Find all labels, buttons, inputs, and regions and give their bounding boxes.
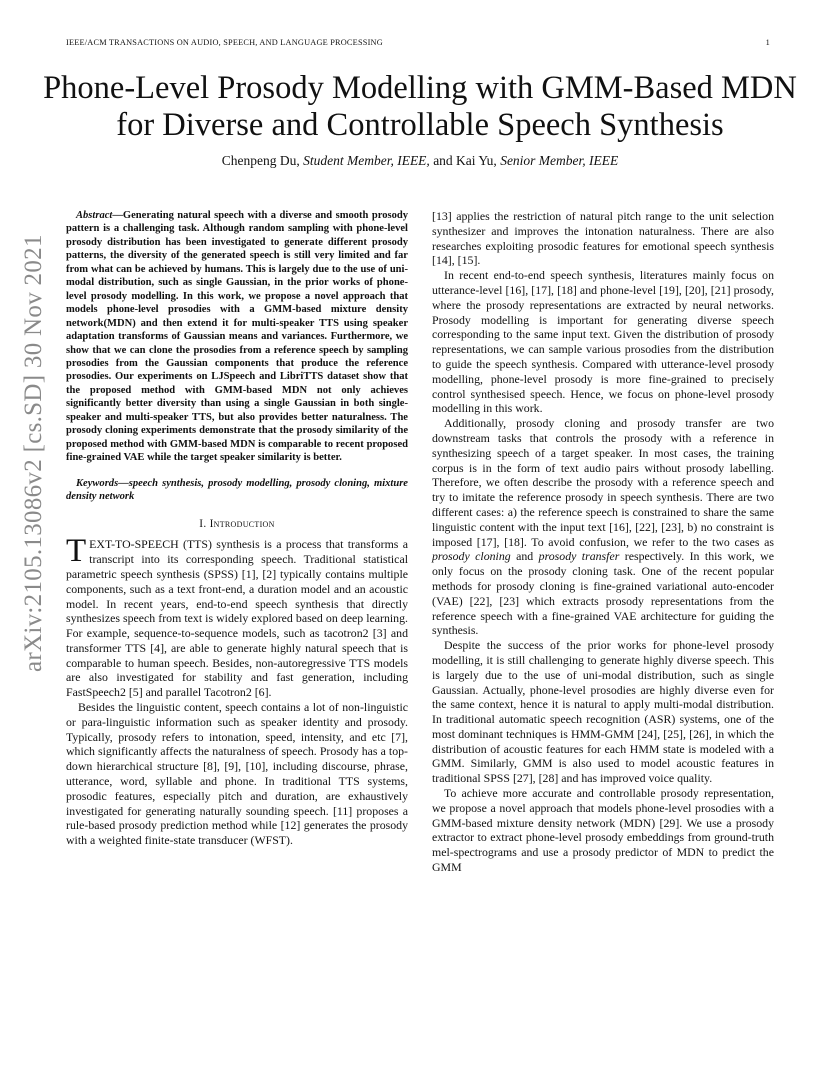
right-paragraph-1: [13] applies the restriction of natural pitch range to the unit selection synthesizer and improves the intonation naturalness. There are also researches exploiting prosodic features for emotional speech synthesis [14], [15]. <box>432 209 774 268</box>
keywords <box>66 477 408 504</box>
right-column <box>432 209 774 875</box>
author-2-role: Senior Member, IEEE <box>500 153 619 168</box>
p3-part-b: and <box>510 549 539 564</box>
p3-part-a: Additionally, prosody cloning and prosody transfer are two downstream tasks that controls the prosody with a reference in synthesizing speech of a target speaker. In most cases, the training corpus is in the form of text audio pairs without prosody labelling. Therefore, we often describe the prosody with a reference speech and try to imitate the reference prosody in speech synthesis. There are two different cases: a) the reference speech is constrained to share the same linguistic content with the input text [16], [22], [23], b) no constraint is imposed [17], [18]. To avoid confusion, we refer to the two cases as <box>432 416 774 549</box>
drop-cap: T <box>66 533 87 570</box>
intro-lead-caps: EXT-TO-SPEECH <box>89 537 179 552</box>
p3-part-c: respectively. In this work, we only focus on the prosody cloning task. One of the recent popular methods for prosody cloning is fine-grained variational auto-encoder (VAE) [22], [23] which extracts prosody representations from the reference speech with a fine-grained VAE architecture for guiding the synthesis. <box>432 549 774 638</box>
arxiv-stamp: arXiv:2105.13086v2 [cs.SD] 30 Nov 2021 <box>20 234 47 672</box>
abstract <box>66 209 408 465</box>
keywords-text: —speech synthesis, prosody modelling, prosody cloning, mixture density network <box>66 477 408 503</box>
abstract-text: —Generating natural speech with a diverse and smooth prosody pattern is a challenging task. Although random sampling with phone-level prosody distribution has been investigated to generate different prosody patterns, the diversity of the generated speech is still very limited and far from what can be achieved by humans. This is largely due to the use of uni-modal distribution, such as single Gaussian, in the prior works of phone-level prosody modelling. In this work, we propose a novel approach that models phone-level prosodies with a GMM-based mixture density network(MDN) and then extend it for multi-speaker TTS using speaker adaptation transforms of Gaussian means and variances. Furthermore, we show that we can clone the prosodies from a reference speech by sampling prosodies from the Gaussian components that produce the reference prosodies. Our experiments on LJSpeech and LibriTTS dataset show that the proposed method with GMM-based MDN not only achieves significantly better diversity than using a single Gaussian in both single-speaker and multi-speaker TTS, but also provides better naturalness. The prosody cloning experiments demonstrate that the prosody similarity of the proposed method with GMM-based MDN is comparable to recent proposed fine-grained VAE while the target speaker similarity is better. <box>66 210 408 464</box>
intro-paragraph-2: Besides the linguistic content, speech contains a lot of non-linguistic or para-linguistic information such as speaker identity and prosody. Typically, prosody refers to intonation, speed, intensity, and etc [7], which significantly affects the naturalness of speech. Prosody has a top-down hierarchical structure [8], [9], [10], including discourse, phrase, utterance, word, syllable and phone. In traditional TTS systems, prosodic features, especially pitch and duration, are exhaustively investigated for generating naturally sounding speech. [11] proposes a rule-based prosody prediction method while [12] generates the prosody with a weighted finite-state transducer (WFST). <box>66 700 408 848</box>
left-column <box>66 209 408 848</box>
right-paragraph-2: In recent end-to-end speech synthesis, literatures mainly focus on utterance-level [16], [17], [18] and phone-level [19], [20], [21] prosody, where the prosody representations are extracted by neural networks. Prosody modelling is important for generating diverse speech corresponding to the same input text. Given the distribution of prosody representations, we can sample various prosodies from the distribution to guide the speech synthesis. Compared with utterance-level prosody modelling, phone-level prosody is more fine-grained to precisely control synthesised speech. Hence, we focus on phone-level prosody modelling in this work. <box>432 268 774 416</box>
term-prosody-cloning: prosody cloning <box>432 549 511 564</box>
paper-title: Phone-Level Prosody Modelling with GMM-Based MDN for Diverse and Controllable Speech Synthesis <box>43 70 797 143</box>
journal-name: IEEE/ACM TRANSACTIONS ON AUDIO, SPEECH, AND LANGUAGE PROCESSING <box>66 38 383 47</box>
intro-paragraph-1 <box>66 533 408 700</box>
right-paragraph-5: To achieve more accurate and controllable prosody representation, we propose a novel approach that models phone-level prosodies with a GMM-based mixture density network (MDN) [29]. We use a prosody extractor to extract phone-level prosody embeddings from ground-truth mel-spectrograms and use a prosody predictor of MDN to predict the GMM <box>432 786 774 875</box>
term-prosody-transfer: prosody transfer <box>538 549 620 564</box>
page-number: 1 <box>765 38 770 47</box>
intro-paragraph-1-text: (TTS) synthesis is a process that transforms a transcript into its corresponding speech. Traditional statistical parametric speech synthesis (SPSS) [1], [2] typically contains multiple components, such as a text front-end, a duration model and an acoustic model. In recent years, end-to-end speech synthesis that directly synthesizes speech from text is widely explored based on deep learning. For example, sequence-to-sequence models, such as tacotron2 [3] and transformer TTS [4], are able to generate highly natural speech that is comparable to human speech. Besides, non-autoregressive TTS models are also investigated for stability and fast generation, including FastSpeech2 [5] and parallel Tacotron2 [6]. <box>66 537 408 700</box>
author-1: Chenpeng Du, <box>221 153 300 168</box>
keywords-label: Keywords <box>76 477 119 489</box>
section-title: Introduction <box>209 517 275 530</box>
author-1-role: Student Member, IEEE, <box>303 153 430 168</box>
author-line <box>40 153 800 169</box>
right-paragraph-4: Despite the success of the prior works for phone-level prosody modelling, it is still challenging to generate highly diverse speech. This is largely due to the use of uni-modal distribution, such as single Gaussian. Actually, phone-level prosodies are highly diverse even for the same context, hence it is natural to apply multi-modal distribution. In traditional automatic speech recognition (ASR) systems, one of the most dominant techniques is HMM-GMM [24], [25], [26], in which the distribution of acoustic features for each HMM state is modeled with a GMM. Similarly, GMM is also used to model acoustic features in traditional SPSS [27], [28] and has improved voice quality. <box>432 638 774 786</box>
running-head <box>66 38 770 47</box>
section-numeral: I. <box>199 517 210 530</box>
right-paragraph-3 <box>432 416 774 638</box>
section-heading-introduction <box>66 517 408 532</box>
author-2: and Kai Yu, <box>433 153 497 168</box>
abstract-label: Abstract <box>76 210 113 221</box>
